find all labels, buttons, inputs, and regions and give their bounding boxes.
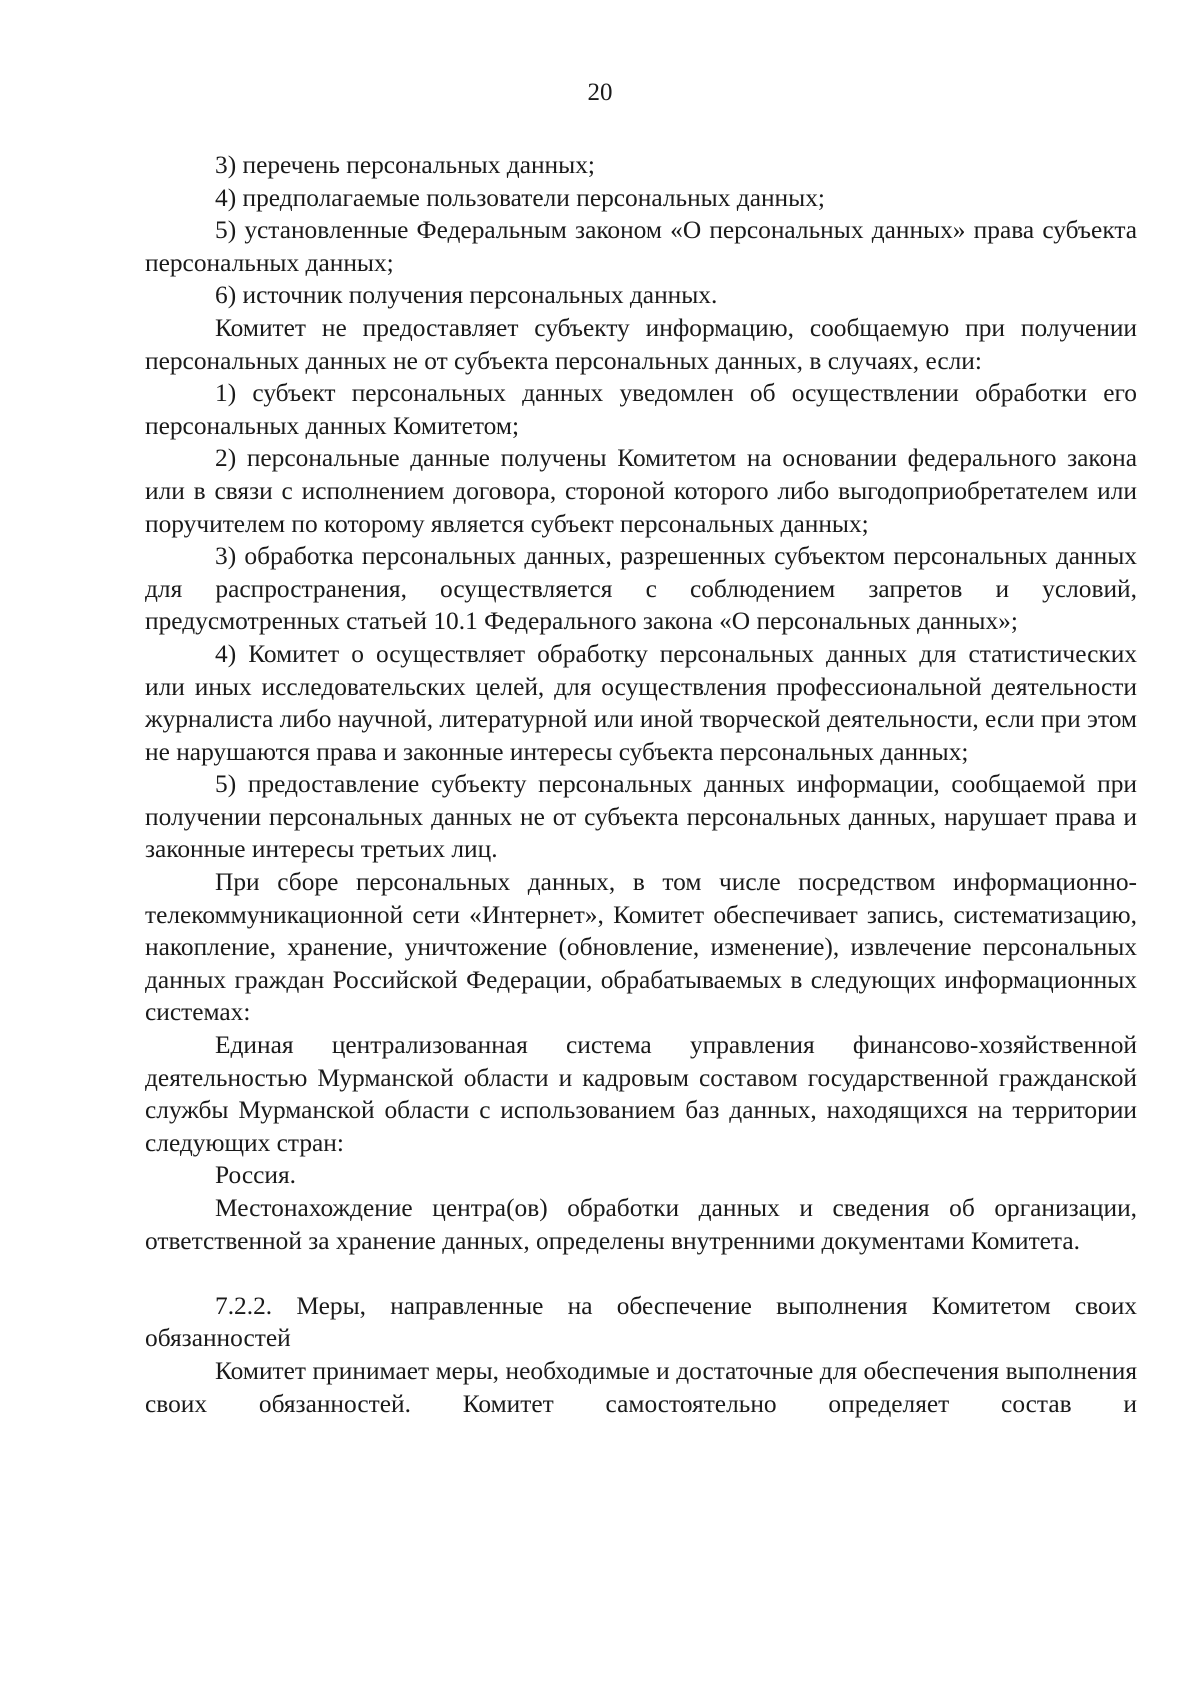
section-heading: 7.2.2. Меры, направленные на обеспечение выполнения Комитетом своих обязанностей — [145, 1291, 1137, 1353]
paragraph-data-collection: При сборе персональных данных, в том числе посредством информационно-телекоммуникационной сети «Интернет», Комитет обеспечивает запись, систематизацию, накопление, хранение, уничтожение (обновление, изменение), извлечение персональных данных граждан Российской Федерации, обрабатываемых в следующих информационных системах: — [145, 868, 1137, 1027]
paragraph-item-3: 3) перечень персональных данных; — [215, 151, 595, 179]
document-body — [145, 149, 1137, 1420]
paragraph-exception-3: 3) обработка персональных данных, разрешенных субъектом персональных данных для распространения, осуществляется с соблюдением запретов и условий, предусмотренных статьей 10.1 Федерального закона «О персональных данных»; — [145, 542, 1137, 636]
paragraph-exceptions-intro: Комитет не предоставляет субъекту информацию, сообщаемую при получении персональных данных не от субъекта персональных данных, в случаях, если: — [145, 313, 1137, 375]
paragraph-exception-4: 4) Комитет о осуществляет обработку персональных данных для статистических или иных исследовательских целей, для осуществления профессиональной деятельности журналиста либо научной, литературной или иной творческой деятельности, если при этом не нарушаются права и законные интересы субъекта персональных данных; — [145, 639, 1137, 766]
section-body: Комитет принимает меры, необходимые и достаточные для обеспечения выполнения своих обязанностей. Комитет самостоятельно определяет состав и — [145, 1356, 1137, 1418]
paragraph-information-system: Единая централизованная система управления финансово-хозяйственной деятельностью Мурманской области и кадровым составом государственной гражданской службы Мурманской области с использованием баз данных, находящихся на территории следующих стран: — [145, 1031, 1137, 1157]
paragraph-country: Россия. — [215, 1161, 296, 1190]
paragraph-data-center-location: Местонахождение центра(ов) обработки данных и сведения об организации, ответственной за хранение данных, определены внутренними документами Комитета. — [145, 1194, 1137, 1255]
paragraph-item-6: 6) источник получения персональных данных. — [215, 281, 718, 310]
paragraph-exception-5: 5) предоставление субъекту персональных данных информации, сообщаемой при получении персональных данных не от субъекта персональных данных, нарушает права и законные интересы третьих лиц. — [145, 770, 1137, 864]
paragraph-exception-1: 1) субъект персональных данных уведомлен об осуществлении обработки его персональных данных Комитетом; — [145, 379, 1137, 440]
paragraph-item-5: 5) установленные Федеральным законом «О персональных данных» права субъекта персональных данных; — [145, 216, 1137, 277]
page-number: 20 — [587, 79, 613, 106]
section-spacer — [145, 1257, 1137, 1290]
paragraph-item-4: 4) предполагаемые пользователи персональных данных; — [215, 183, 825, 212]
paragraph-exception-2: 2) персональные данные получены Комитетом на основании федерального закона или в связи с исполнением договора, стороной которого либо выгодоприобретателем или поручителем по которому является субъект персональных данных; — [145, 444, 1137, 538]
